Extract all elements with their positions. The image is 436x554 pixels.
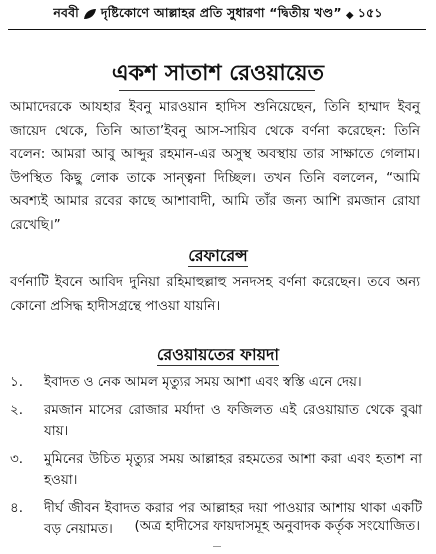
list-item-number: ৩. xyxy=(10,451,23,467)
list-item xyxy=(10,400,422,443)
list-item-text: ইবাদত ও নেক আমল মৃত্যুর সময় আশা এবং স্বস্তি এনে দেয়। xyxy=(44,375,362,390)
running-header xyxy=(0,0,436,30)
list-item xyxy=(10,372,422,394)
chapter-title: একশ সাতাশ রেওয়ায়েত xyxy=(111,61,325,86)
title-underline xyxy=(119,90,315,91)
leaf-ornament-icon xyxy=(83,8,97,23)
list-item-number: ২. xyxy=(10,402,23,418)
header-right-text: দৃষ্টিকোণে আল্লাহর প্রতি সুধারণা “দ্বিতীয় খণ্ড” xyxy=(100,5,342,20)
benefits-heading: রেওয়ায়তের ফায়দা xyxy=(156,345,280,364)
list-item-text: রমজান মাসের রোজার মর্যাদা ও ফজিলত এই রেওয়ায়াত থেকে বুঝা যায়। xyxy=(44,402,422,439)
list-item xyxy=(10,449,422,492)
narration-paragraph: আমাদেরকে আযহার ইবনু মারওয়ান হাদিস শুনিয়েছেন, তিনি হাম্মাদ ইবনু জায়েদ থেকে, তিনি আতা’ইবনু আস-সায়িব থেকে বর্ণনা করেছেন: তিনি বলেন: আমরা আবু আব্দুর রহমান-এর অসুস্থ অবস্থায় তার সাক্ষাতে গেলাম। উপস্থিত কিছু লোক তাকে সান্ত্বনা দিচ্ছিল। তখন তিনি বললেন, “আমি অবশ্যই আমার রবের কাছে আশাবাদী, আমি তাঁর জন্য আশি রমজান রোযা রেখেছি।” xyxy=(10,100,420,233)
header-left-text: নববী xyxy=(53,5,79,20)
page-footer-mark xyxy=(213,546,221,547)
translator-note: (অত্র হাদীসের ফায়দাসমূহ অনুবাদক কর্তৃক সংযোজিত। xyxy=(134,519,420,534)
list-item-number: ১. xyxy=(10,375,23,390)
page-number: ১৫১ xyxy=(357,5,383,20)
list-item-text: মুমিনের উচিত মৃত্যুর সময় আল্লাহর রহমতের আশা করা এবং হতাশ না হওয়া। xyxy=(44,451,422,488)
reference-heading: রেফারেন্স xyxy=(188,246,248,265)
header-rule xyxy=(8,29,426,30)
list-item-text: দীর্ঘ জীবন ইবাদত করার পর আল্লাহর দয়া পাওয়ার আশায় থাকা একটি বড় নেয়ামত। xyxy=(44,500,422,537)
reference-paragraph: বর্ণনাটি ইবনে আবিদ দুনিয়া রহিমাহুল্লাহু সনদসহ বর্ণনা করেছেন। তবে অন্য কোনো প্রসিদ্ধ হাদীসগ্রন্থে পাওয়া যায়নি। xyxy=(10,275,420,314)
diamond-icon: ◆ xyxy=(345,9,354,21)
list-item-number: ৪. xyxy=(10,500,23,516)
